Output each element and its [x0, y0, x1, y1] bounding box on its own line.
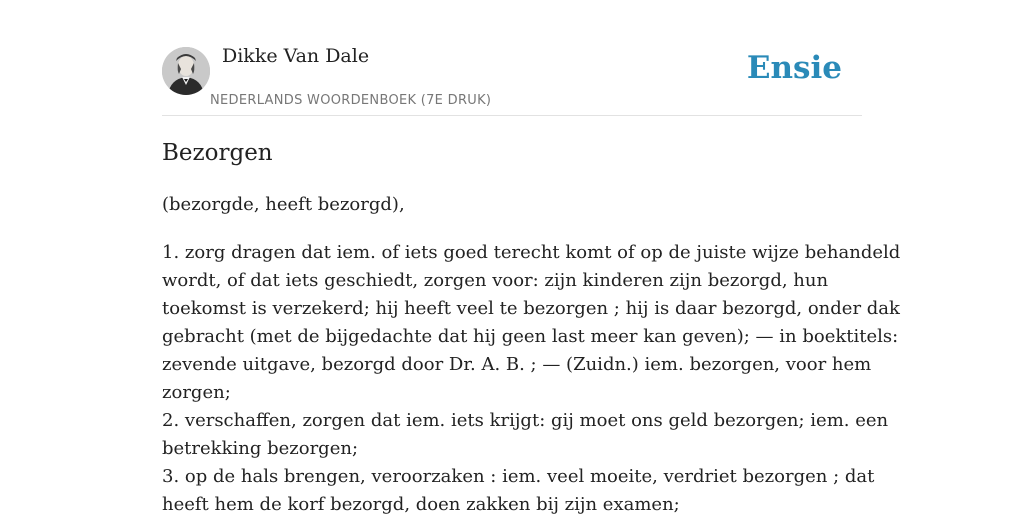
definition-line: wordt, of dat iets geschiedt, zorgen voor: zijn kinderen zijn bezorgd, hun [162, 270, 829, 291]
definition-line: 3. op de hals brengen, veroorzaken : iem. veel moeite, verdriet bezorgen ; dat [162, 466, 875, 487]
entry-title: Bezorgen [162, 140, 273, 166]
definition-line: heeft hem de korf bezorgd, doen zakken bij zijn examen; [162, 494, 680, 515]
definition-line: betrekking bezorgen; [162, 438, 359, 459]
portrait-icon [162, 47, 210, 95]
definition-line: 2. verschaffen, zorgen dat iem. iets krijgt: gij moet ons geld bezorgen; iem. een [162, 410, 889, 431]
entry-forms: (bezorgde, heeft bezorgd), [162, 194, 405, 215]
header [162, 0, 862, 116]
definition-line: 1. zorg dragen dat iem. of iets goed terecht komt of op de juiste wijze behandeld [162, 242, 901, 263]
brand-logo[interactable]: Ensie [746, 50, 842, 86]
source-label: NEDERLANDS WOORDENBOEK (7E DRUK) [210, 93, 492, 108]
entry-definition [162, 239, 901, 519]
entry-card [162, 0, 901, 515]
definition-line: zevende uitgave, bezorgd door Dr. A. B. ; — (Zuidn.) iem. bezorgen, voor hem [162, 354, 872, 375]
author-name[interactable]: Dikke Van Dale [222, 45, 370, 67]
definition-line: gebracht (met de bijgedachte dat hij geen last meer kan geven); — in boektitels: [162, 326, 899, 347]
definition-line: toekomst is verzekerd; hij heeft veel te bezorgen ; hij is daar bezorgd, onder dak [162, 298, 900, 319]
author-avatar[interactable] [162, 47, 210, 95]
definition-line: zorgen; [162, 382, 231, 403]
